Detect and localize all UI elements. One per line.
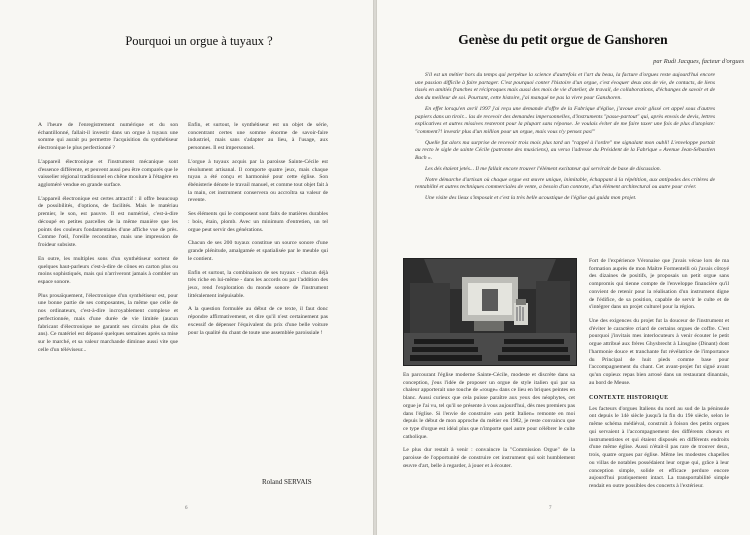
author-signature: Roland SERVAIS (262, 478, 312, 486)
paragraph: En effet lorsqu'en avril 1997 j'ai reçu une demande d'offre de la Fabrique d'église, j'avoue avoir glissé cet appel sous d'autres papiers dans un tiroir... las de recevoir des demandes impersonnelles, d'instruments "passe-partout" qui, après envois de devis, lettres explicatives et autres missives resteront pour la plupart sans réponse. Je voulais éviter de me faire taxer une fois de plus d'utopiste: "comment?! investir plus d'un million pour un orgue, mais vous n'y pensez pas!" (415, 105, 715, 136)
church-interior-photo (403, 258, 577, 366)
right-page (377, 0, 750, 535)
right-column-2 (589, 258, 729, 497)
intro-text (415, 72, 715, 206)
paragraph: Quelle fut alors ma surprise de recevoir trois mois plus tard un "rappel à l'ordre" me signalant mon oubli! L'enveloppe portait au recto le sigle de sainte Cécile (patronne des musiciens), au verso l'adresse du Président de la Fabrique « Avenue Jean-Sébastien Bach ». (415, 139, 715, 162)
paragraph: Ses éléments qui le composent sont faits de matières durables : bois, étain, plomb. Avec un minimum d'entretien, un tel orgue peut servir des générations. (188, 211, 328, 233)
paragraph: Les dés étaient jetés... Il me fallait encore trouver l'élément excitateur qui servirait de base de discussion. (425, 165, 661, 172)
right-column-1 (403, 372, 575, 477)
paragraph: Les facteurs d'orgues Italiens du nord au sud de la péninsule ont depuis le 14è siècle jusqu'à la fin du 19è siècle, selon le même schéma médiéval, construit à foison des petits orgues qui servaient à l'accompagnement des différents chœurs et instrumentistes et qui étaient disposés en différents endroits d'une même église. Aussi n'était-il pas rare de trouver deux, trois, quatre orgues par église. Même les modestes chapelles ou villas de notables possédaient leur orgue qui, grâce à leur conception simple, solide et efficace perdure encore aujourd'hui pratiquement intact. La transportabilité simple rendait en outre possibles des concerts à l'extérieur. (589, 405, 729, 489)
church-interior-illustration (404, 259, 576, 365)
paragraph: Fort de l'expérience Véronaise que j'avais vécue lors de ma formation auprès de mon Maître Formentelli où j'avais côtoyé des dizaines de positifs, je proposais un petit orgue sans compromis qui tienne compte de l'enveloppe financière qu'il convient de retenir pour la réalisation d'un instrument digne de l'édifice, de sa position, capable de servir le culte et de s'intégrer dans un projet culturel pour la région. (589, 258, 729, 311)
left-page-title: Pourquoi un orgue à tuyaux ? (125, 34, 273, 48)
paragraph: En outre, les multiples sons d'un synthétiseur sortent de quelques haut-parleurs c'est-à-dire de cônes en carton plus ou moins sophistiqués, mais qui n'arriveront jamais à combler un espace sonore. (38, 255, 178, 285)
paragraph: Notre démarche d'artisan où chaque orgue est œuvre unique, inimitable, échappant à la répétition, aux antipodes des critères de rentabilité et autres techniques commerciales de vente, a besoin d'un contexte, d'un élément architectural ou autre pour créer. (415, 176, 715, 191)
paragraph: Enfin et surtout, la combinaison de ses tuyaux - chacun déjà très riche en lui-même - dans les accords ou par l'addition des jeux, rend l'exploration du monde sonore de l'instrument littéralement inépuisable. (188, 269, 328, 299)
page-number-left: 6 (185, 506, 188, 511)
paragraph: L'appareil électronique est certes attractif : il offre beaucoup de possibilités, d'options, de facilités. Mais le matériau premier, le son, est pauvre. Il est numérisé, c'est-à-dire découpé en petites parcelles de la même manière que les points des couleurs fondamentales d'une affiche vue de près. Comme l'œil, l'oreille reconstitue, mais une impression de froideur subsiste. (38, 195, 178, 249)
paragraph: Le plus dur restait à venir : convaincre la "Commission Orgue" de la paroisse de l'opportunité de construire cet instrument qui soit humblement œuvre d'art, belle à regarder, à jouer et à écouter. (403, 447, 575, 469)
page-number-right: 7 (549, 506, 552, 511)
left-page (0, 0, 373, 535)
paragraph: En parcourant l'église moderne Sainte-Cécile, modeste et discrète dans sa conception, j'eus l'idée de proposer un orgue de style italien qui par sa chaleur apporterait une touche de «rouge» dans ce lieu en briques peintes en blanc. Aussi curieux que cela puisse paraître aux yeux des néophytes, cet orgue je l'ai vu, tel qu'il se présente à vous aujourd'hui, dès mes premiers pas dans l'église. Si l'envie de construire «un petit Italien» remonte en moi depuis le début de mon approche du métier en 1982, je reste convaincu que ce type d'orgue est idéal plus que n'importe quel autre pour célébrer le culte catholique. (403, 372, 575, 440)
left-column-2 (188, 122, 328, 343)
paragraph: Une visite des lieux s'imposait et c'est la très belle acoustique de l'église qui guida mon projet. (425, 195, 637, 202)
paragraph: Plus prosaïquement, l'électronique d'un synthétiseur est, pour une bonne partie de ses composantes, la même que celle de nos ordinateurs, c'est-à-dire incroyablement complexe et perfectionnée, mais d'une durée de vie limitée (aucun fabricant d'électronique ne garantit ses circuits plus de dix ans). Ce matériel est dépassé quelques semaines après sa mise sur le marché, et sa valeur marchande diminue aussi vite que celle d'un téléviseur... (38, 292, 178, 353)
paragraph: A la question formulée au début de ce texte, il faut donc répondre affirmativement, et dire qu'il n'est certainement pas excessif de dépenser l'équivalent du prix d'une belle voiture pour la qualité du chant de toute une assemblée paroissiale ! (188, 306, 328, 336)
paragraph: L'appareil électronique et l'instrument mécanique sont d'essence différente, et peuvent aussi peu être comparés que le vaisselier régional traditionnel en chêne moulure à l'étagère en aggloméré vendue en grande surface. (38, 158, 178, 189)
paragraph: S'il est un métier hors du temps qui perpétue la science d'autrefois et l'art du beau, la facture d'orgues reste aujourd'hui encore une passion difficile à faire partager. C'est pourquoi conter l'histoire d'un orgue, c'est évoquer deux ans de vie, de contacts, de liens tissés en amitiés franches et réciproques mais aussi des mois de vie d'atelier, de travail, de collaborations, d'échanges de savoir et de don du meilleur de soi. Pourtant, cette histoire, j'ai manqué ne pas la vivre pour Ganshoren. (415, 72, 715, 102)
byline: par Rudi Jacques, facteur d'orgues (653, 58, 744, 65)
paragraph: A l'heure de l'enregistrement numérique et du son échantillonné, fallait-il investir dans un orgue à tuyaux une somme qui aurait pu permettre l'acquisition du synthétiseur électronique le plus perfectionné ? (38, 122, 178, 152)
paragraph: L'orgue à tuyaux acquis par la paroisse Sainte-Cécile est résolument artisanal. Il comporte quatre jeux, mais chaque tuyau a été conçu et harmonisé pour cette église. Son ébénisterie dénote le travail manuel, et comme tout objet fait à la main, cet instrument conservera ou accroîtra sa valeur de revente. (188, 158, 328, 204)
left-column-1 (38, 122, 178, 360)
section-heading: CONTEXTE HISTORIQUE (589, 394, 669, 401)
paragraph: Une des exigences du projet fut la douceur de l'instrument et d'éviter le caractère criard de certains orgues de coffre. C'est pourquoi j'invitais mes interlocuteurs à venir écouter le petit orgue attribué aux frères Ghysbrecht à Linsgine (Dinant) dont l'harmonie douce et tranchante fut révélatrice de l'importance du Principal de huit pieds comme base pour l'accompagnement du chant. Cet avant-projet fut signé avant qu'un copieux repas bien arrosé dans un restaurant dinantais, au bord de Meuse. (589, 318, 729, 386)
right-page-title: Genèse du petit orgue de Ganshoren (458, 32, 668, 47)
paragraph: Chacun de ses 200 tuyaux constitue un source sonore d'une grande plénitude, amalgamée et spatialisée par le meuble qui le contient. (188, 240, 328, 262)
paragraph: Enfin, et surtout, le synthétiseur est un objet de série, concentrant certes une somme énorme de savoir-faire industriel, mais sans s'adapter au lieu, à l'usage, aux personnes. Il est impersonnel. (188, 122, 328, 152)
